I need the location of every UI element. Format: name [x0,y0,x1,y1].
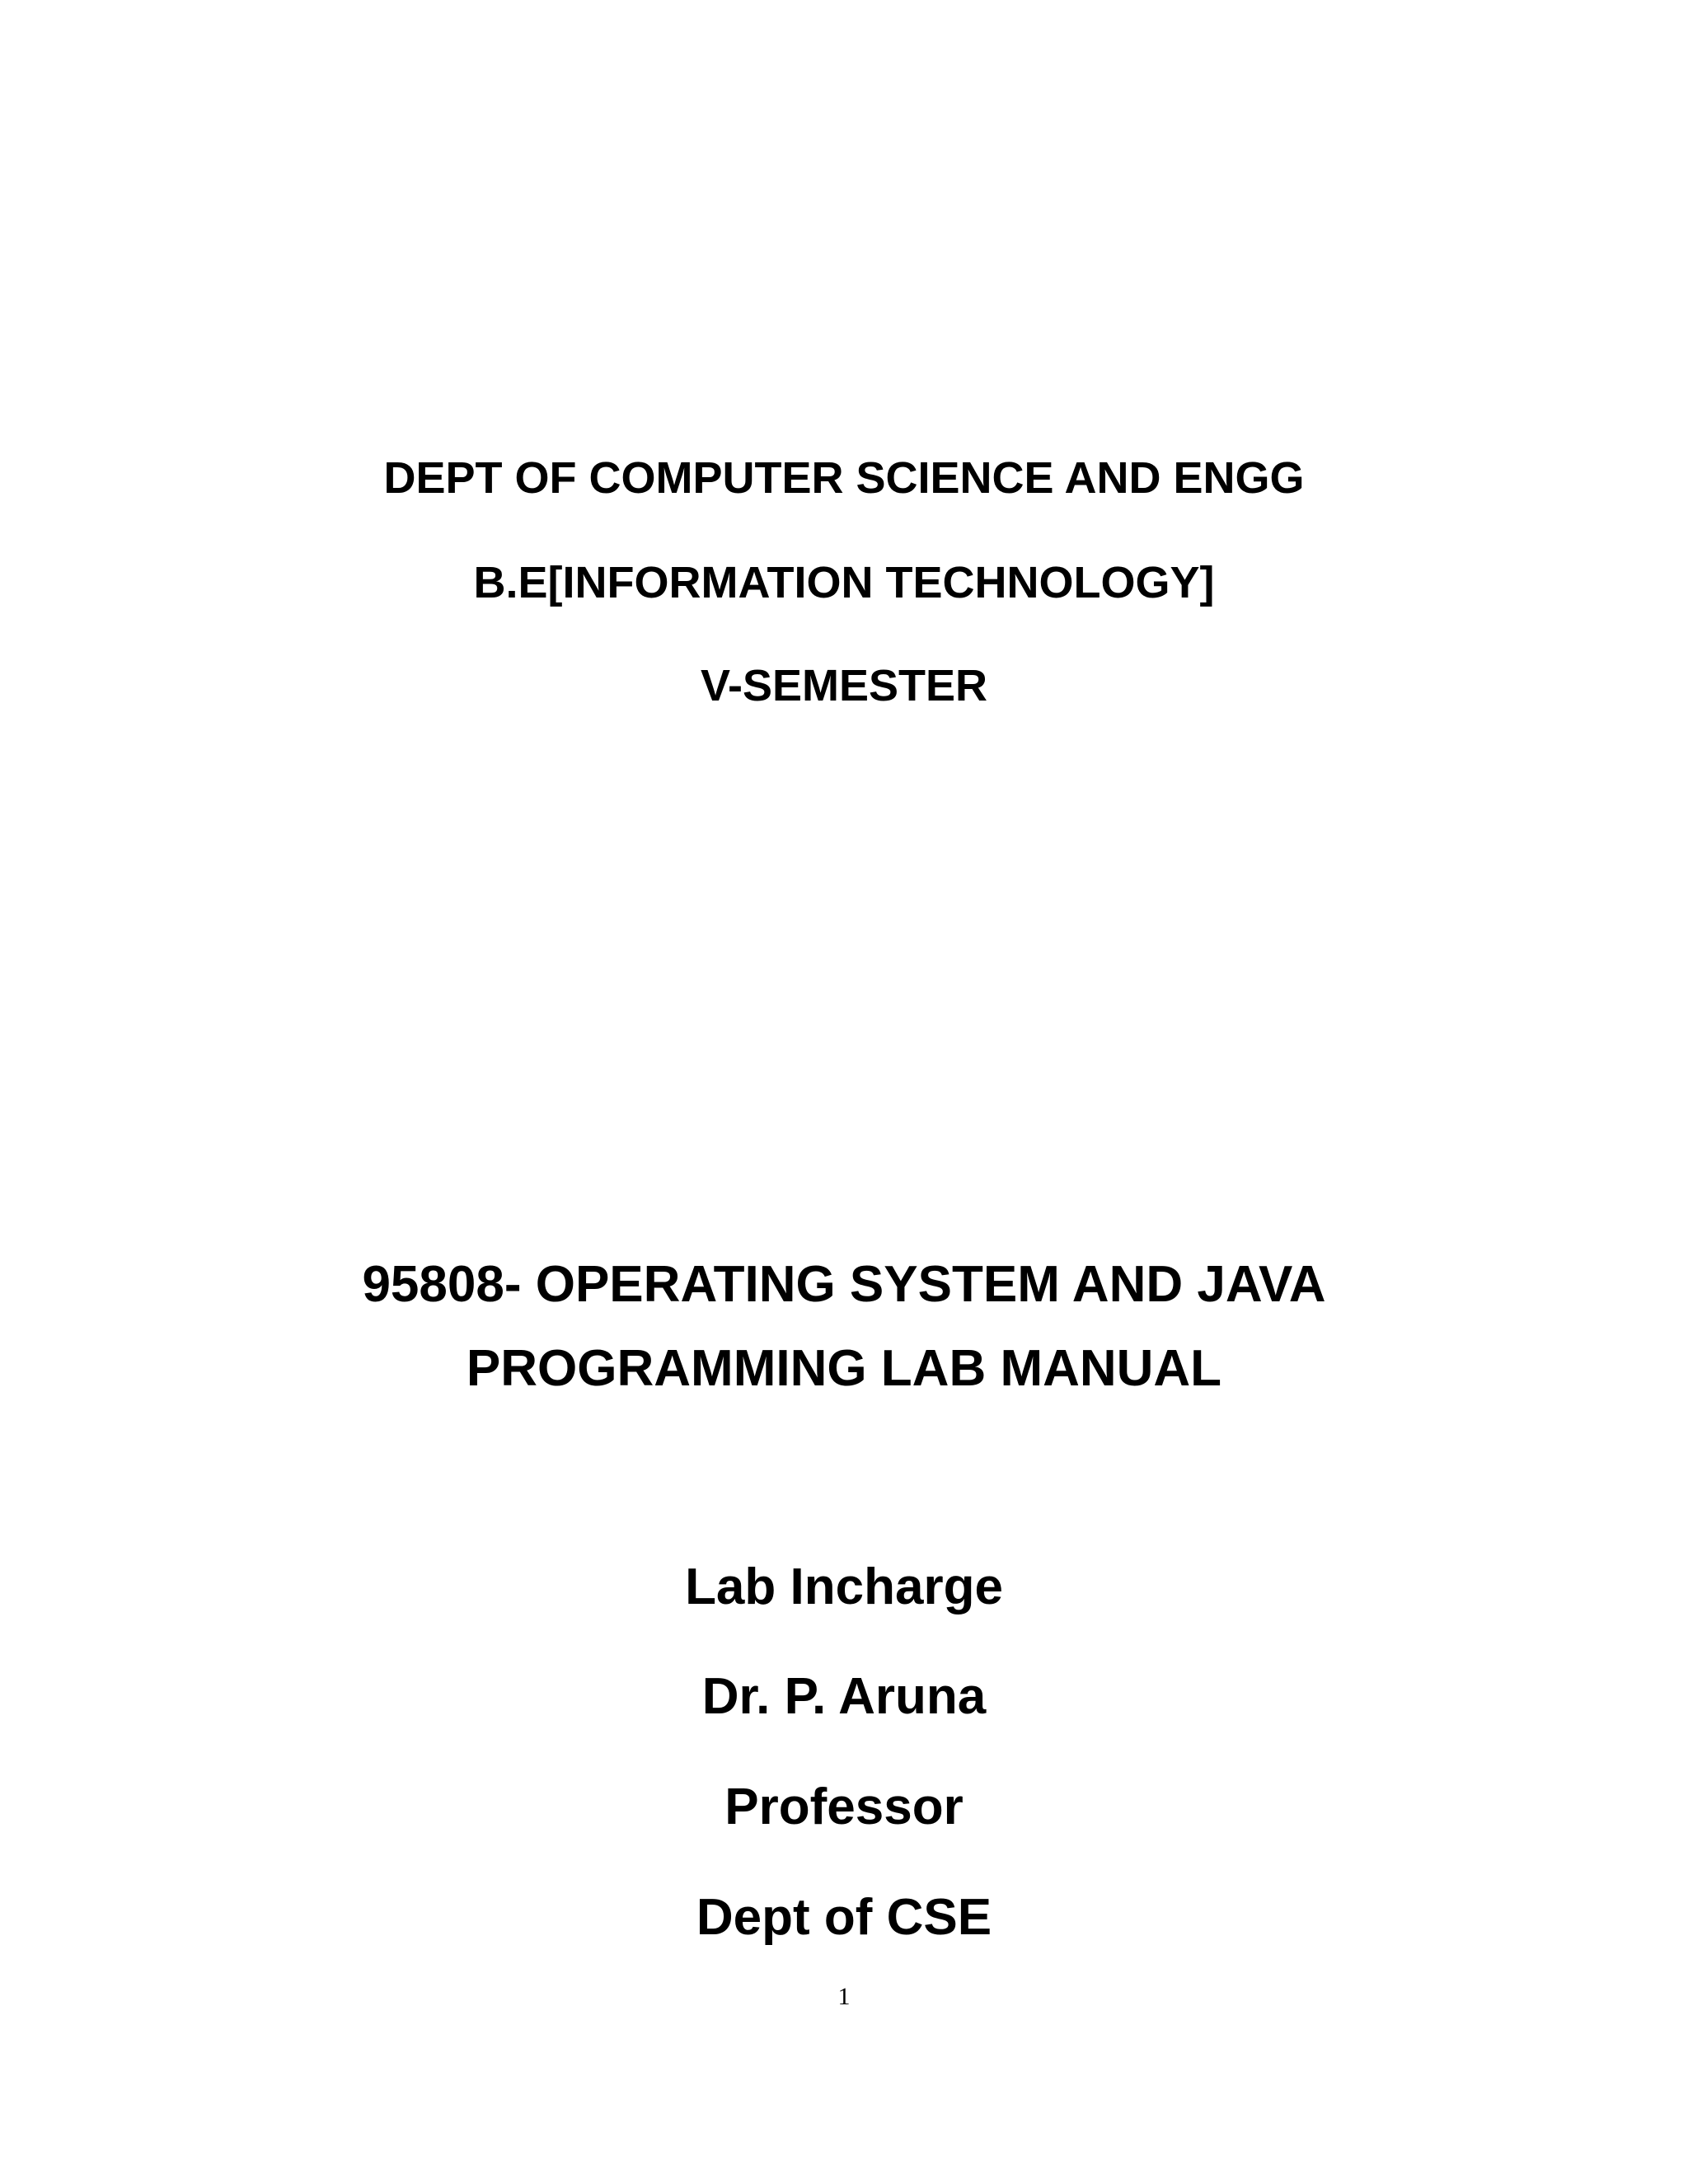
course-title-line-1: 95808- OPERATING SYSTEM AND JAVA [362,1256,1326,1313]
lab-incharge-name: Dr. P. Aruna [701,1668,987,1725]
lab-incharge-role: Professor [724,1779,964,1835]
course-title-line-2: PROGRAMMING LAB MANUAL [466,1340,1222,1397]
department-heading: DEPT OF COMPUTER SCIENCE AND ENGG [383,453,1305,503]
page-number: 1 [837,1983,851,2010]
lab-incharge-department: Dept of CSE [696,1889,992,1946]
program-heading: B.E[INFORMATION TECHNOLOGY] [473,558,1215,607]
lab-incharge-label: Lab Incharge [685,1558,1003,1615]
semester-heading: V-SEMESTER [700,661,988,710]
